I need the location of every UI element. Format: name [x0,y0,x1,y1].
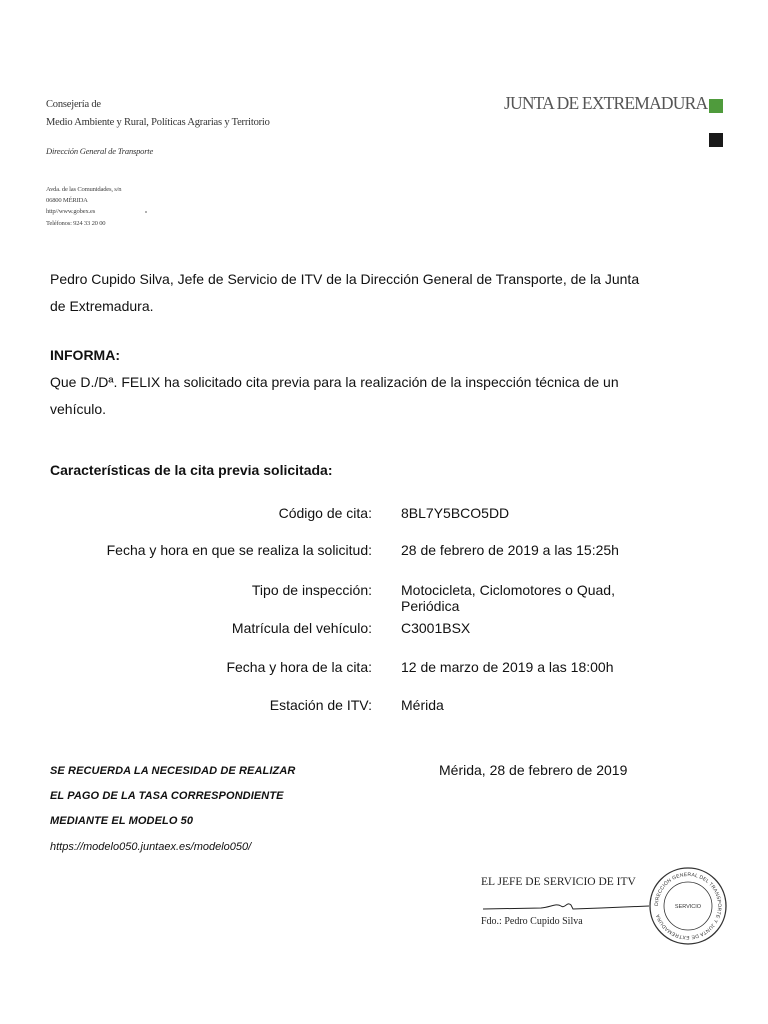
request-datetime-label: Fecha y hora en que se realiza la solicitud: [106,542,372,558]
brand-black-square-icon [709,133,723,147]
department-line-2: Medio Ambiente y Rural, Políticas Agrarias y Territorio [46,117,270,128]
address-line-1: Avda. de las Comunidades, s/n [46,186,122,193]
appointment-section-title: Características de la cita previa solicitada: [50,462,333,478]
reminder-line-3: MEDIANTE EL MODELO 50 [50,815,194,827]
address-line-4: Teléfonos: 924 33 20 00 [46,220,106,227]
informa-heading: INFORMA: [50,347,120,363]
signer-title: EL JEFE DE SERVICIO DE ITV [481,876,636,888]
brand-logo-text: JUNTA DE EXTREMADURA [504,93,708,113]
appointment-datetime-value: 12 de marzo de 2019 a las 18:00h [401,659,614,675]
inspection-type-line-1: Motocicleta, Ciclomotores o Quad, [401,582,615,598]
modelo050-link[interactable]: https://modelo050.juntaex.es/modelo050/ [50,841,252,853]
directorate: Dirección General de Transporte [46,146,154,156]
scan-speck [145,211,147,213]
address-line-2: 06800 MÉRIDA [46,197,88,204]
inspection-type-line-2: Periódica [401,598,460,614]
plate-value: C3001BSX [401,620,471,636]
department-line-1: Consejería de [46,99,101,110]
place-and-date: Mérida, 28 de febrero de 2019 [439,762,628,778]
request-datetime-value: 28 de febrero de 2019 a las 15:25h [401,542,619,558]
station-value: Mérida [401,697,444,713]
intro-paragraph: Pedro Cupido Silva, Jefe de Servicio de ITV de la Dirección General de Transporte, de la Junta de Extremadura. [50,271,640,314]
reminder-line-1: SE RECUERDA LA NECESIDAD DE REALIZAR [50,765,296,777]
reminder-line-2: EL PAGO DE LA TASA CORRESPONDIENTE [50,790,284,802]
brand-green-square-icon [709,99,723,113]
official-seal-icon [648,866,728,946]
station-label: Estación de ITV: [269,697,372,713]
appointment-datetime-label: Fecha y hora de la cita: [226,659,372,675]
address-line-3: http//www.gobex.es [46,208,96,215]
code-label: Código de cita: [278,505,372,521]
stamp-outer-text: DIRECCIÓN GENERAL DEL TRANSPORTE Y JUNTA DE EXTREMADURA [653,871,723,941]
signer-name: Fdo.: Pedro Cupido Silva [481,916,583,927]
stamp-inner-text: SERVICIO [674,904,702,910]
informa-paragraph: Que D./Dª. FELIX ha solicitado cita previa para la realización de la inspección técnica de un vehículo. [50,374,619,417]
inspection-type-value [401,582,661,614]
plate-label: Matrícula del vehículo: [231,620,372,636]
code-value: 8BL7Y5BCO5DD [401,505,510,521]
signature-scribble [481,897,651,917]
inspection-type-label: Tipo de inspección: [251,582,372,598]
